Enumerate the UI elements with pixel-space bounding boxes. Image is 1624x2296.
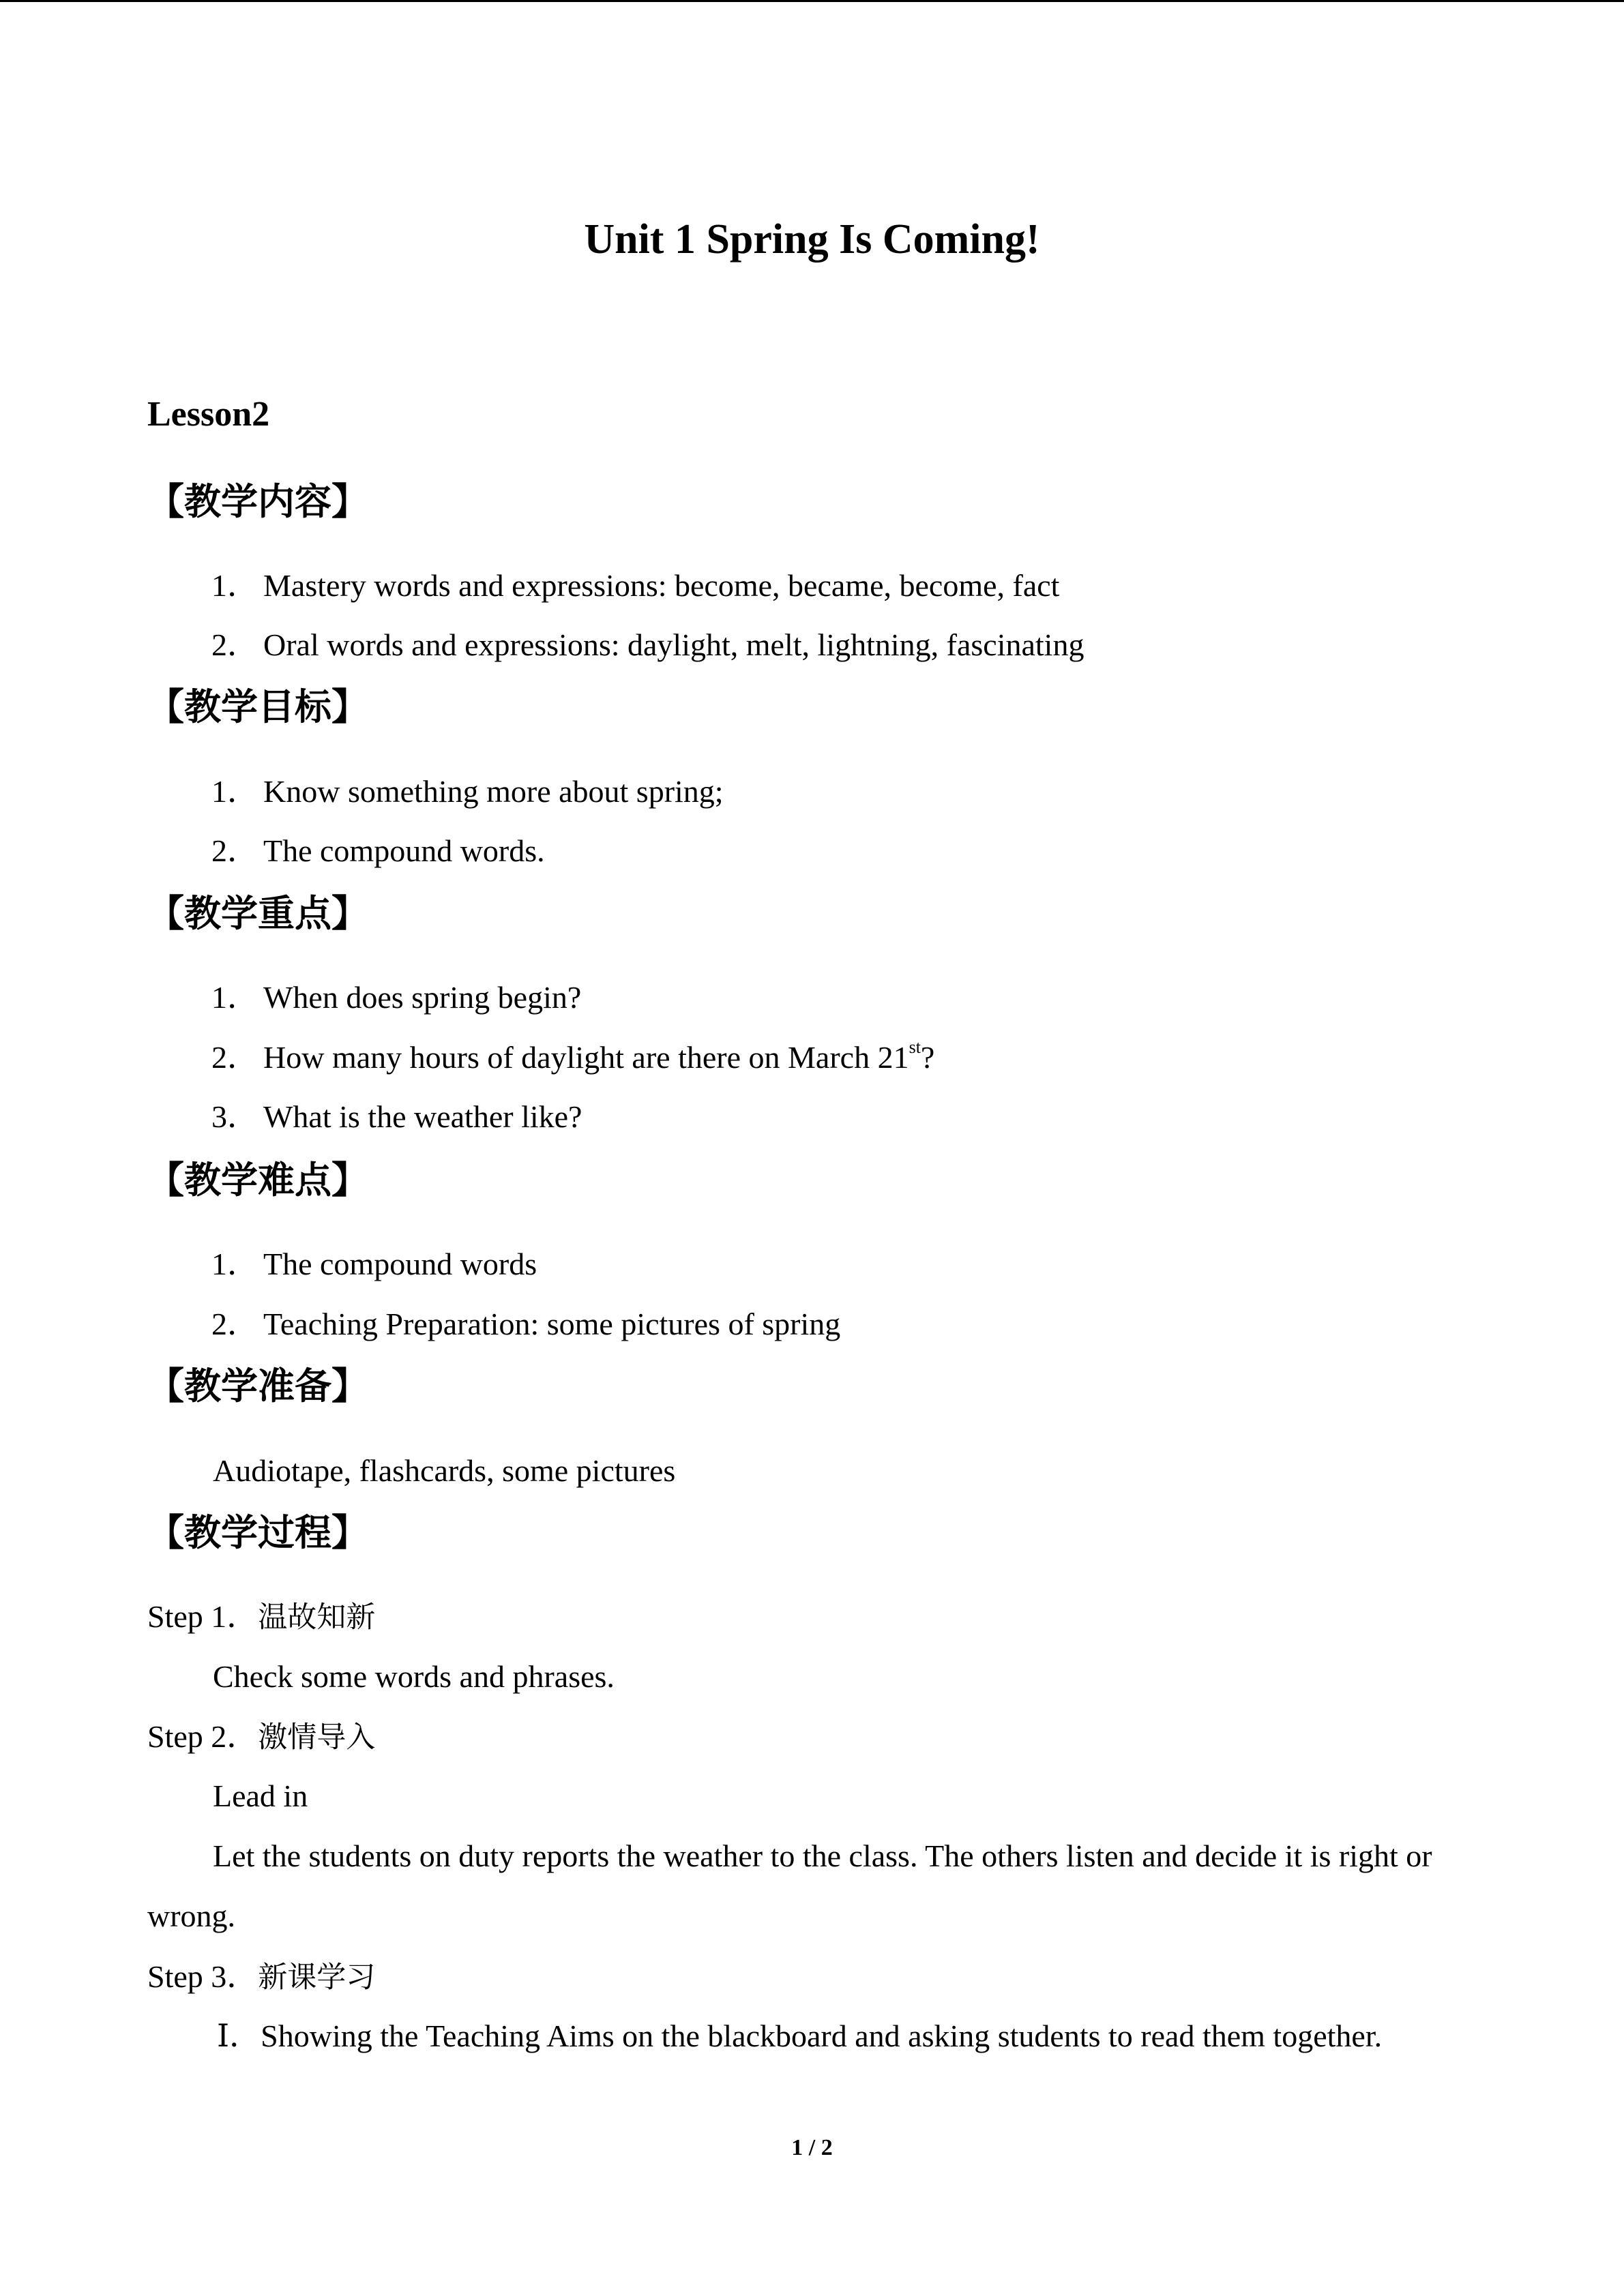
step-label: Step 2． <box>147 1719 259 1754</box>
list-item-number: 1． <box>211 774 259 809</box>
step-label: Step 3． <box>147 1959 259 1994</box>
list-item-text: How many hours of daylight are there on March 21 <box>263 1040 909 1075</box>
list-item-number: 3． <box>211 1099 259 1134</box>
section-heading-process: 【教学过程】 <box>147 1511 368 1554</box>
roman-numeral: Ⅰ． <box>217 2018 261 2053</box>
list-item-number: 2． <box>211 627 259 662</box>
step-3 <box>147 1956 375 1998</box>
step-1-text: Check some words and phrases. <box>213 1659 615 1694</box>
step-3-item-text: Showing the Teaching Aims on the blackboard and asking students to read them together. <box>261 2018 1383 2053</box>
list-item <box>211 1244 537 1285</box>
list-item-text: Mastery words and expressions: become, became, become, fact <box>263 568 1060 603</box>
list-item-number: 2． <box>211 1040 259 1075</box>
list-item-text: The compound words. <box>263 833 545 868</box>
list-item <box>211 831 545 871</box>
section-heading-goals: 【教学目标】 <box>147 685 368 728</box>
step-title: 温故知新 <box>258 1600 376 1635</box>
section-heading-difficulties: 【教学难点】 <box>147 1159 368 1202</box>
list-item <box>211 1304 840 1345</box>
list-item <box>211 1097 582 1137</box>
step-title: 激情导入 <box>258 1720 376 1755</box>
step-2 <box>147 1716 375 1758</box>
list-item-number: 1． <box>211 980 259 1015</box>
ordinal-suffix: st <box>909 1037 921 1057</box>
list-item-text: Teaching Preparation: some pictures of spring <box>263 1307 841 1341</box>
step-1 <box>147 1596 375 1638</box>
list-item <box>211 977 581 1018</box>
section-heading-preparation: 【教学准备】 <box>147 1365 368 1407</box>
list-item <box>211 1037 934 1078</box>
step-label: Step 1． <box>147 1599 259 1634</box>
page-title: Unit 1 Spring Is Coming! <box>584 216 1040 263</box>
list-item-text: Oral words and expressions: daylight, melt, lightning, fascinating <box>263 627 1084 662</box>
list-item-text: The compound words <box>263 1247 537 1281</box>
step-2-paragraph: Let the students on duty reports the weather to the class. The others listen and decide it is right or wrong. <box>147 1838 1432 1933</box>
preparation-text: Audiotape, flashcards, some pictures <box>213 1453 676 1488</box>
list-item-text: What is the weather like? <box>263 1099 582 1134</box>
section-heading-content: 【教学内容】 <box>147 480 368 523</box>
list-item <box>211 625 1084 666</box>
lesson-label: Lesson2 <box>147 395 270 434</box>
page-number: 1 / 2 <box>791 2135 833 2160</box>
question-mark: ? <box>920 1040 935 1075</box>
list-item-text: Know something more about spring; <box>263 774 724 809</box>
list-item-number: 2． <box>211 833 259 868</box>
step-3-item <box>217 2016 1382 2057</box>
list-item-text: When does spring begin? <box>263 980 582 1015</box>
list-item <box>211 771 724 812</box>
step-title: 新课学习 <box>258 1960 376 1995</box>
list-item-number: 2． <box>211 1307 259 1341</box>
step-2-lead: Lead in <box>213 1778 308 1813</box>
list-item-number: 1． <box>211 568 259 603</box>
list-item-number: 1． <box>211 1247 259 1281</box>
list-item <box>211 565 1059 606</box>
section-heading-key-points: 【教学重点】 <box>147 892 368 935</box>
